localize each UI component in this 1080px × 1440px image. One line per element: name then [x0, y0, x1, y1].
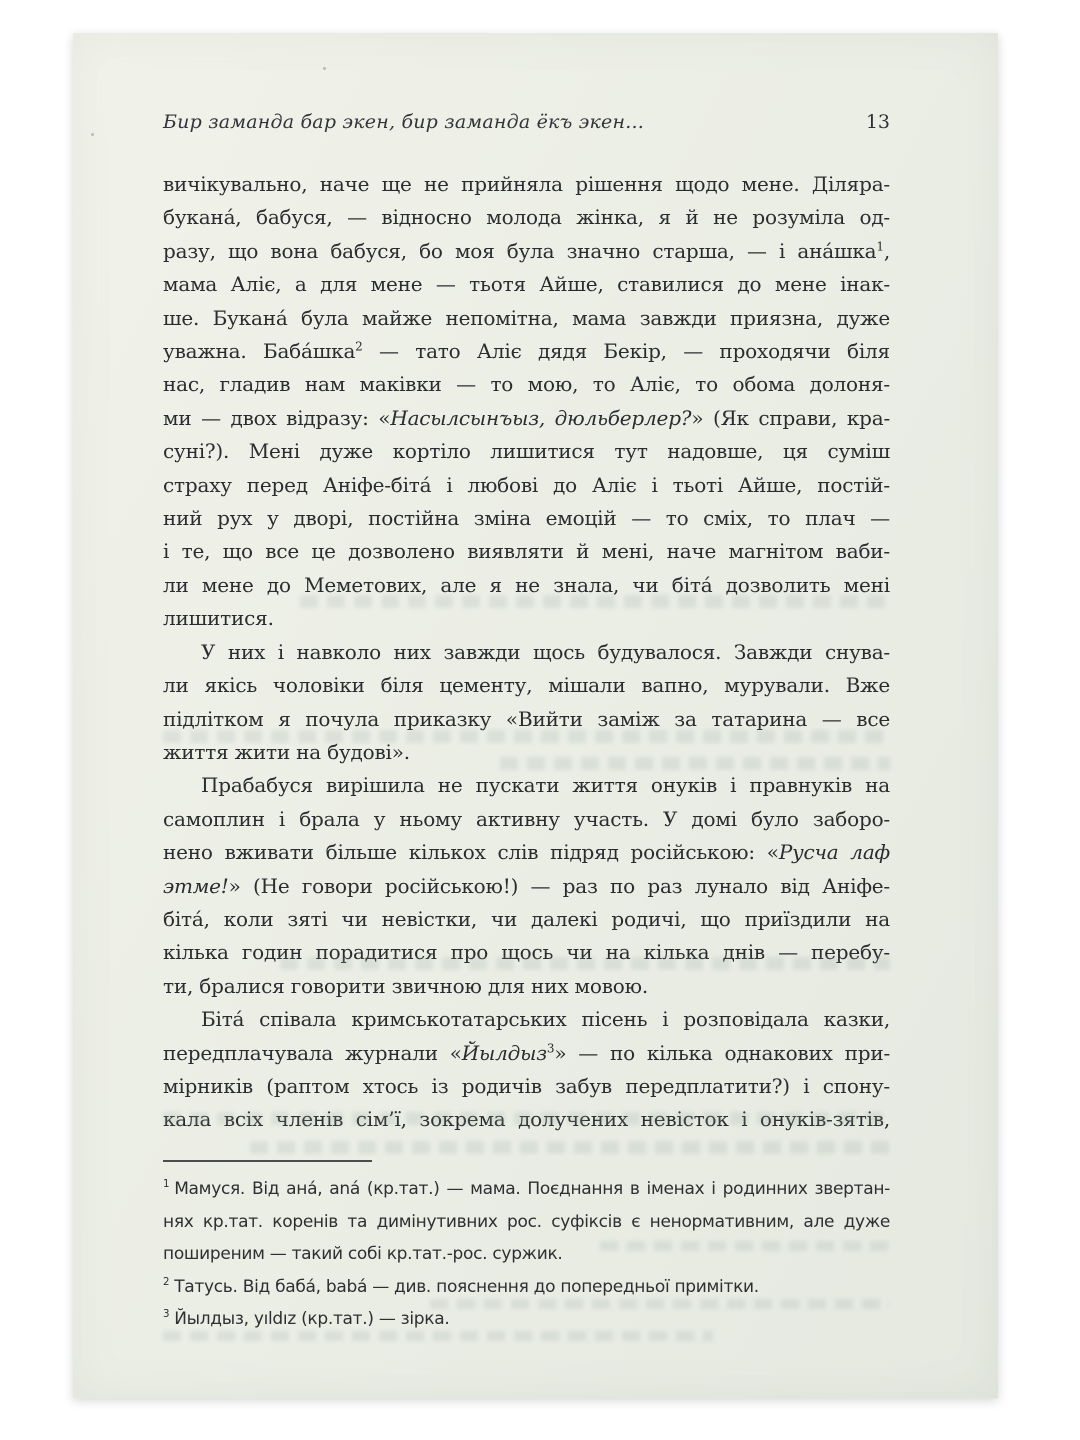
text-line: суні?). Мені дуже кортіло лишитися тут надовше, ця суміш	[163, 439, 890, 464]
text-line: ми — двох відразу: «Насылсынъыз, дюльберлер?» (Як справи, кра-	[163, 405, 891, 430]
dust-speck	[91, 133, 94, 136]
body-text	[163, 168, 890, 1137]
footnote-line: поширеним — такий собі кр.тат.-рос. суржик.	[163, 1244, 563, 1264]
text-line: ли мене до Меметових, але я не знала, чи біта́ дозволить мені	[163, 572, 890, 597]
text-line: ли якісь чоловіки біля цементу, мішали вапно, мурували. Вже	[163, 673, 890, 698]
text-line: букана́, бабуся, — відносно молода жінка, я й не розуміла од-	[163, 205, 890, 230]
text-line: і те, що все це дозволено виявляти й мені, наче магнітом ваби-	[163, 539, 890, 564]
text-line: уважна. Баба́шка$^2$ — тато Аліє дядя Бекір, — проходячи біля	[163, 339, 890, 364]
text-line: разу, що вона бабуся, бо моя була значно старша, — і ана́шка$^1$,	[163, 238, 890, 263]
text-line: Прабабуся вирішила не пускати життя онуків і правнуків на	[201, 773, 890, 798]
text-line: Біта́ співала кримськотатарських пісень і розповідала казки,	[201, 1007, 890, 1032]
text-line: життя жити на будові».	[163, 739, 410, 764]
text-line: мірників (раптом хтось із родичів забув передплатити?) і спону-	[163, 1073, 890, 1098]
text-line: ти, бралися говорити звичною для них мовою.	[163, 973, 649, 998]
footnotes	[163, 1173, 890, 1336]
text-line: мама Аліє, а для мене — тьотя Айше, ставилися до мене інак-	[163, 272, 890, 297]
text-line: этме!» (Не говори російською!) — раз по раз лунало від Аніфе-	[163, 873, 890, 898]
text-line: нено вживати більше кількох слів підряд російською: «Русча лаф	[163, 840, 891, 865]
page-number: 13	[865, 111, 890, 133]
footnote-rule	[163, 1160, 372, 1162]
book-page	[73, 33, 998, 1398]
text-line: біта́, коли зяті чи невістки, чи далекі родичі, що приїздили на	[163, 906, 890, 931]
footnote-line: $^3$ Йылдыз, yıldız (кр.тат.) — зірка.	[163, 1309, 450, 1329]
text-line: кілька годин порадитися про щось чи на кілька днів — перебу-	[163, 940, 890, 965]
text-line: вичікувально, наче ще не прийняла рішення щодо мене. Діляра-	[163, 172, 890, 196]
running-header	[163, 111, 890, 133]
text-line: страху перед Аніфе-біта́ і любові до Аліє і тьоті Айше, постій-	[163, 472, 890, 497]
text-line: підлітком я почула приказку «Вийти заміж за татарина — все	[163, 706, 890, 731]
text-line: самоплин і брала у ньому активну участь. У домі було заборо-	[163, 806, 890, 831]
text-line: ше. Букана́ була майже непомітна, мама завжди приязна, дуже	[163, 305, 890, 330]
running-title: Бир заманда бар экен, бир заманда ёкъ экен...	[163, 111, 644, 133]
showthrough-smudge	[250, 1141, 890, 1154]
footnote-line: нях кр.тат. коренів та димінутивних рос. суфіксів є ненормативним, але дуже	[163, 1211, 890, 1232]
text-line: ний рух у дворі, постійна зміна емоцій — то сміх, то плач —	[163, 506, 890, 531]
text-line: нас, гладив нам маківки — то мою, то Аліє, то обома долоня-	[163, 372, 890, 397]
text-line: кала всіх членів сім’ї, зокрема долучених невісток і онуків-зятів,	[163, 1107, 890, 1132]
footnote-line: $^1$ Мамуся. Від ана́, aná (кр.тат.) — мама. Поєднання в іменах і родинних звертан-	[163, 1179, 890, 1199]
dust-speck	[323, 67, 326, 70]
text-line: лишитися.	[163, 606, 274, 631]
text-line: передплачувала журнали «Йылдыз$^3$» — по кілька однакових при-	[163, 1040, 891, 1065]
text-line: У них і навколо них завжди щось будувалося. Завжди снува-	[201, 639, 890, 664]
footnote-line: $^2$ Татусь. Від баба́, babá — див. пояснення до попередньої примітки.	[163, 1276, 759, 1297]
